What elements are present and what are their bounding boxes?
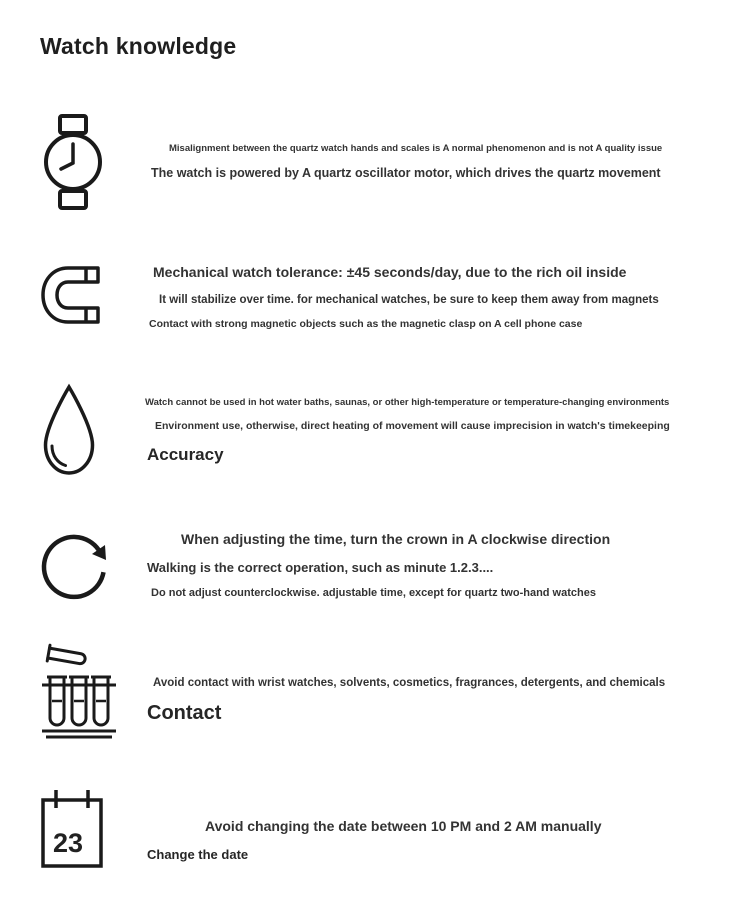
accuracy-heading: Accuracy — [147, 445, 224, 464]
section-text — [145, 523, 732, 612]
section-magnetism — [40, 262, 732, 342]
text-line: It will stabilize over time. for mechanical watches, be sure to keep them away from magnets — [159, 293, 659, 306]
text-line: Do not adjust counterclockwise. adjustable time, except for quartz two-hand watches — [151, 586, 596, 599]
section-text — [145, 112, 732, 193]
section-temperature — [40, 383, 732, 477]
text-line: Misalignment between the quartz watch hands and scales is A normal phenomenon and is not A quality issue — [169, 143, 663, 154]
test-tubes-icon — [40, 643, 145, 743]
calendar-icon — [40, 788, 145, 870]
watch-icon — [40, 112, 145, 211]
text-line: The watch is powered by A quartz oscillator motor, which drives the quartz movement — [151, 165, 661, 180]
section-time-adjustment — [40, 523, 732, 612]
text-line: When adjusting the time, turn the crown in A clockwise direction — [181, 531, 611, 547]
page-title: Watch knowledge — [40, 33, 237, 59]
section-text — [145, 262, 732, 342]
contact-heading: Contact — [147, 702, 222, 725]
text-line: Contact with strong magnetic objects such as the magnetic clasp on A cell phone case — [149, 317, 583, 330]
text-line: Avoid contact with wrist watches, solvents, cosmetics, fragrances, detergents, and chemicals — [153, 677, 666, 689]
text-line: Walking is the correct operation, such as minute 1.2.3.... — [147, 559, 494, 575]
text-line: Watch cannot be used in hot water baths, saunas, or other high-temperature or temperature-changing environments — [145, 397, 670, 408]
calendar-day: 23 — [52, 828, 84, 858]
water-drop-icon — [40, 383, 145, 477]
section-text — [145, 643, 732, 737]
text-line: Avoid changing the date between 10 PM and 2 AM manually — [205, 818, 602, 834]
clockwise-arrow-icon — [40, 523, 145, 603]
section-text — [145, 788, 732, 874]
text-line: Environment use, otherwise, direct heating of movement will cause imprecision in watch's timekeeping — [155, 419, 670, 432]
section-movement — [40, 112, 732, 211]
text-line: Mechanical watch tolerance: ±45 seconds/day, due to the rich oil inside — [153, 264, 627, 280]
change-date-heading: Change the date — [147, 846, 249, 862]
magnet-icon — [40, 262, 145, 325]
section-date-change — [40, 788, 732, 874]
section-chemicals — [40, 643, 732, 743]
section-text — [145, 383, 732, 476]
